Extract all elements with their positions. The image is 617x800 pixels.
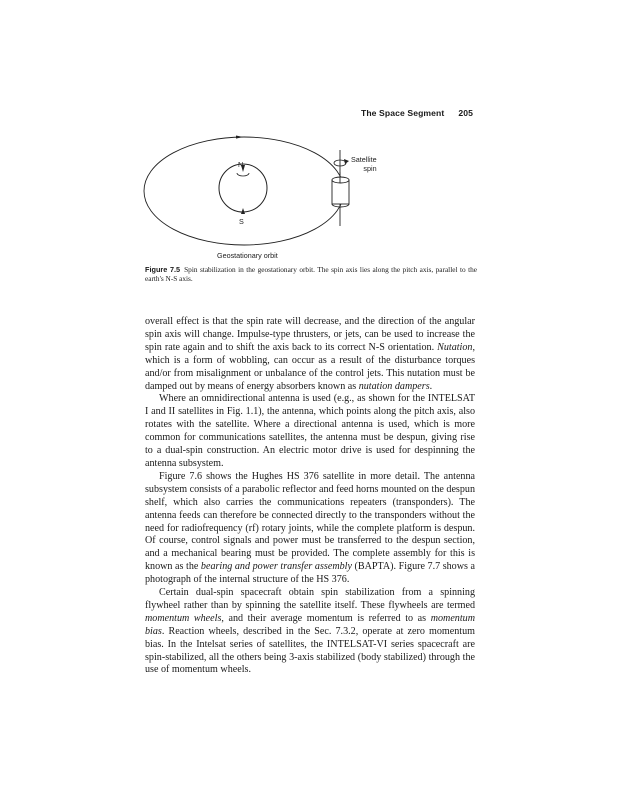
paragraph-1-text-c: . xyxy=(429,380,433,392)
south-label: S xyxy=(239,217,244,226)
paragraph-1-text-a: overall effect is that the spin rate will decrease, and the direction of the angular spin axis will change. Impulse-type thrusters, or jets, can be used to increase the spin rate again and to shift the axis back to its correct N-S orientation. xyxy=(145,316,475,353)
term-nutation-dampers: nutation dampers xyxy=(358,380,430,392)
paragraph-3 xyxy=(145,471,475,587)
term-nutation: Nutation xyxy=(437,341,473,353)
paragraph-2: Where an omnidirectional antenna is used (e.g., as shown for the INTELSAT I and II satellites in Fig. 1.1), the antenna, which points along the pitch axis, also rotates with the satellite. Where a directional antenna is used, which is more common for communications satellites, the antenna must be despun, giving rise to a dual-spin construction. An electric motor drive is used for despinning the antenna subsystem. xyxy=(145,393,475,469)
orbit-label: Geostationary orbit xyxy=(217,251,278,260)
body-text xyxy=(145,316,475,677)
figure-spin-stabilization xyxy=(140,128,480,268)
section-title: The Space Segment xyxy=(360,108,445,118)
paragraph-4-text-a: Certain dual-spin spacecraft obtain spin stabilization from a spinning flywheel rather than by spinning the satellite itself. These flywheels are termed xyxy=(145,587,475,611)
satellite-body xyxy=(332,172,349,207)
paragraph-3-text-b: (BAPTA). Figure 7.7 shows a photograph of the internal structure of the HS 376. xyxy=(145,561,475,586)
orbit-ellipse xyxy=(144,137,344,245)
paragraph-3-text-a: Figure 7.6 shows the Hughes HS 376 satellite in more detail. The antenna subsystem consists of a parabolic reflector and feed horns mounted on the despun shelf, which also carries the communications repeaters (transponders). The antenna feeds can therefore be connected directly to the transponders without the need for radiofrequency (rf) rotary joints, while the complete platform is despun. Of course, control signals and power must be transferred to the despun section, and a mechanical bearing must be provided. The complete assembly for this is known as the xyxy=(145,470,475,573)
caption-number: Figure 7.5 xyxy=(145,265,181,274)
paragraph-4-text-b: , and their average momentum is referred to as xyxy=(221,612,431,624)
figure-caption xyxy=(145,265,477,284)
paragraph-4-text-c: . Reaction wheels, described in the Sec. 7.3.2, operate at zero momentum bias. In the Intelsat series of satellites, the INTELSAT-VI series spacecraft are spin-stabilized, all the others being 3-axis stabilized (body stabilized) through the use of momentum wheels. xyxy=(145,625,475,676)
running-head xyxy=(145,108,473,118)
satellite-spin-label-line2: spin xyxy=(363,164,377,173)
satellite-spin-label xyxy=(351,155,377,173)
north-spin-mark xyxy=(237,173,249,176)
paragraph-4 xyxy=(145,587,475,677)
paragraph-1-text-b: , which is a form of wobbling, can occur as a result of the disturbance torques and/or from misalignment or unbalance of the control jets. This nutation must be damped out by means of energy absorbers known as xyxy=(145,341,475,392)
orbit-direction-arrow xyxy=(236,136,243,139)
paragraph-1 xyxy=(145,316,475,393)
orbit-diagram xyxy=(140,128,480,268)
caption-text: Spin stabilization in the geostationary orbit. The spin axis lies along the pitch axis, parallel to the earth's N-S axis. xyxy=(145,265,478,284)
satellite-spin-label-line1: Satellite xyxy=(351,155,377,164)
north-label: N xyxy=(238,160,244,169)
term-bapta: bearing and power transfer assembly xyxy=(200,561,352,573)
page-number: 205 xyxy=(458,108,473,118)
term-momentum-wheels: momentum wheels xyxy=(145,612,222,624)
south-pole-mark xyxy=(241,208,245,214)
term-momentum-bias: momentum bias xyxy=(145,612,475,637)
